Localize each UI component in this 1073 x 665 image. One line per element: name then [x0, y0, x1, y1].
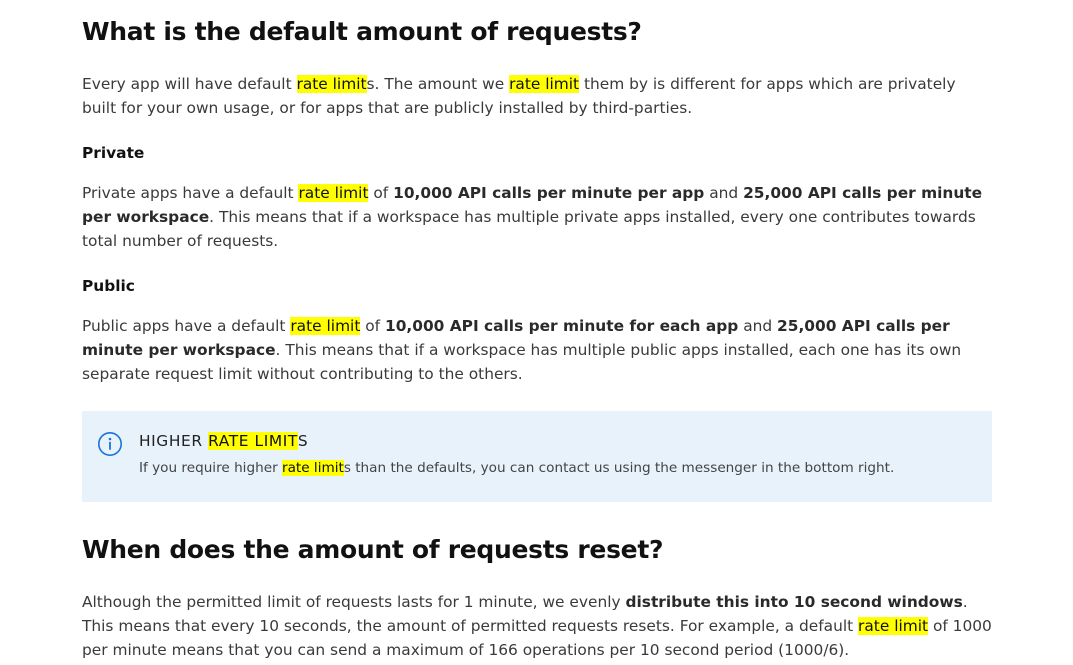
subheading-private: Private — [82, 144, 145, 162]
section-heading-requests-reset: When does the amount of requests reset? — [82, 535, 664, 564]
public-app-limit: 10,000 API calls per minute for each app — [385, 317, 739, 335]
public-paragraph: Public apps have a default rate limit of 10,000 API calls per minute for each app and 25,000 API calls per minute per workspace. This means that if a workspace has multiple public apps installed, each one has its own separate request limit without contributing to the others. — [82, 317, 962, 383]
subheading-public: Public — [82, 277, 135, 295]
section-heading-default-requests: What is the default amount of requests? — [82, 17, 642, 46]
search-highlight: rate limit — [298, 184, 369, 202]
reset-paragraph: Although the permitted limit of requests lasts for 1 minute, we evenly distribute this into 10 second windows. This means that every 10 seconds, the amount of permitted requests resets. For example, a default rate limit of 1000 per minute means that you can send a maximum of 166 operations per 10 second period (1000/6). — [82, 593, 992, 659]
info-callout — [82, 411, 992, 502]
search-highlight: RATE LIMIT — [208, 432, 298, 450]
callout-title: HIGHER RATE LIMITS — [139, 432, 309, 450]
public-workspace-limit: 25,000 API calls per minute per workspace — [82, 317, 950, 359]
search-highlight: rate limit — [281, 460, 344, 476]
search-highlight: rate limit — [296, 75, 367, 93]
private-paragraph: Private apps have a default rate limit of 10,000 API calls per minute per app and 25,000 API calls per minute per workspace. This means that if a workspace has multiple private apps installed, every one contributes towards total number of requests. — [82, 184, 983, 250]
search-highlight: rate limit — [509, 75, 580, 93]
search-highlight: rate limit — [858, 617, 929, 635]
intro-paragraph: Every app will have default rate limits. The amount we rate limit them by is different for apps which are privately built for your own usage, or for apps that are publicly installed by third-parties. — [82, 75, 956, 117]
search-highlight: rate limit — [290, 317, 361, 335]
private-app-limit: 10,000 API calls per minute per app — [393, 184, 705, 202]
callout-text: If you require higher rate limits than the defaults, you can contact us using the messenger in the bottom right. — [139, 460, 895, 476]
distribution-window: distribute this into 10 second windows — [625, 593, 963, 611]
info-icon — [97, 431, 123, 457]
private-workspace-limit: 25,000 API calls per minute per workspace — [82, 184, 983, 226]
